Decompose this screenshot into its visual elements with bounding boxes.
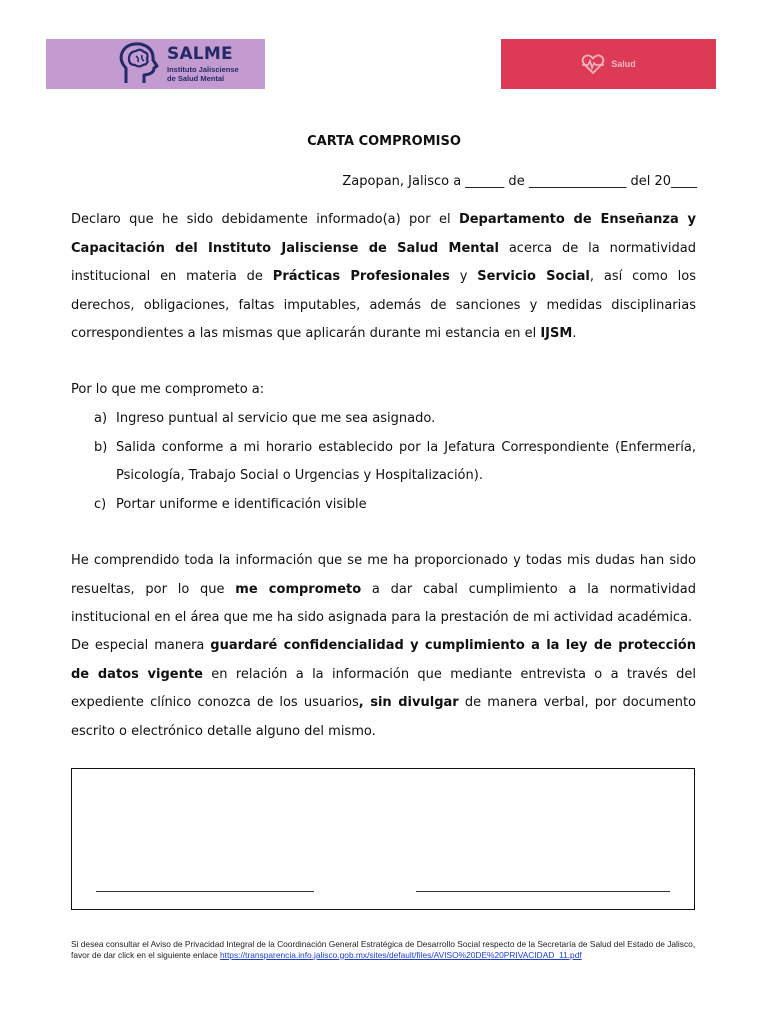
list-item-text: Ingreso puntual al servicio que me sea asignado.: [116, 411, 436, 426]
privacy-footer: [71, 939, 701, 960]
p1-text-2: acerca de la normatividad institucional en materia de: [71, 240, 696, 285]
document-title: CARTA COMPROMISO: [307, 134, 461, 149]
p4-text-3: de manera verbal, por documento escrito o electrónico detalle alguno del mismo.: [71, 695, 697, 739]
p1-text-1: Declaro que he sido debidamente informado(a) por el: [71, 212, 459, 227]
salme-subtitle-1: Instituto Jalisciense: [167, 64, 239, 74]
p1-bold-department: Departamento de Enseñanza y Capacitación del Instituto Jalisciense de Salud Mental: [71, 212, 696, 256]
list-item: [71, 491, 696, 520]
p4-bold-confidentiality: guardaré confidencialidad y cumplimiento a la ley de protección de datos vigente: [71, 638, 696, 682]
signature-line-left: [96, 891, 314, 892]
salme-title: SALME: [167, 43, 233, 64]
list-item: [71, 405, 696, 434]
salme-subtitle-2: de Salud Mental: [167, 73, 225, 83]
understanding-paragraph: [71, 547, 696, 633]
list-item-text: Portar uniforme e identificación visible: [116, 496, 367, 512]
p1-text-3: y: [449, 269, 478, 285]
p4-bold-no-divulge: , sin divulgar: [358, 695, 459, 711]
list-marker: b): [94, 439, 108, 455]
list-marker: c): [94, 496, 107, 512]
p3-text-1: He comprendido toda la información que se me ha proporcionado y todas mis dudas han sido resueltas, por lo que: [71, 553, 696, 597]
salme-logo: [46, 39, 265, 89]
declaration-paragraph: [71, 206, 696, 349]
privacy-link[interactable]: https://transparencia.info.jalisco.gob.mx/sites/default/files/AVISO%20DE%20PRIVACIDAD_11.pdf: [219, 949, 582, 960]
footer-text: Si desea consultar el Aviso de Privacidad Integral de la Coordinación General Estratégica de Desarrollo Social respecto de la Secretaría de Salud del Estado de Jalisco, favor de dar click en el siguiente enlace: [71, 939, 696, 960]
signature-box: [71, 768, 695, 910]
commitment-list: [71, 405, 696, 519]
p1-bold-servicio: Servicio Social: [477, 269, 590, 285]
list-item-text: Salida conforme a mi horario establecido por la Jefatura Correspondiente (Enfermería, Psicología, Trabajo Social o Urgencias y Hospitalización).: [116, 439, 696, 484]
commitment-intro: Por lo que me comprometo a:: [71, 382, 265, 397]
p4-text-2: en relación a la información que mediante entrevista o a través del expediente clínico conozca de los usuarios: [71, 666, 696, 711]
p3-text-2: a dar cabal cumplimiento a la normatividad institucional en el área que me ha sido asignada para la prestación de mi actividad académica.: [71, 581, 696, 626]
p1-text-5: .: [572, 326, 577, 342]
p1-bold-practicas: Prácticas Profesionales: [272, 269, 450, 285]
heart-pulse-icon: [581, 53, 605, 75]
p3-bold-commit: me comprometo: [235, 581, 362, 597]
p1-bold-ijsm: IJSM: [540, 326, 573, 342]
p4-text-1: De especial manera: [71, 638, 211, 653]
p1-text-4: , así como los derechos, obligaciones, faltas imputables, además de sanciones y medidas disciplinarias correspondientes a las mismas que aplicarán durante mi estancia en el: [71, 269, 696, 342]
date-line: Zapopan, Jalisco a ______ de _______________ del 20____: [342, 174, 697, 189]
salme-text: [167, 43, 239, 83]
salud-logo: [501, 39, 716, 89]
list-item: [71, 434, 696, 491]
salud-label: Salud: [611, 59, 636, 69]
signature-line-right: [416, 891, 670, 892]
list-marker: a): [94, 411, 108, 426]
head-profile-icon: [114, 41, 162, 87]
confidentiality-paragraph: [71, 632, 696, 746]
